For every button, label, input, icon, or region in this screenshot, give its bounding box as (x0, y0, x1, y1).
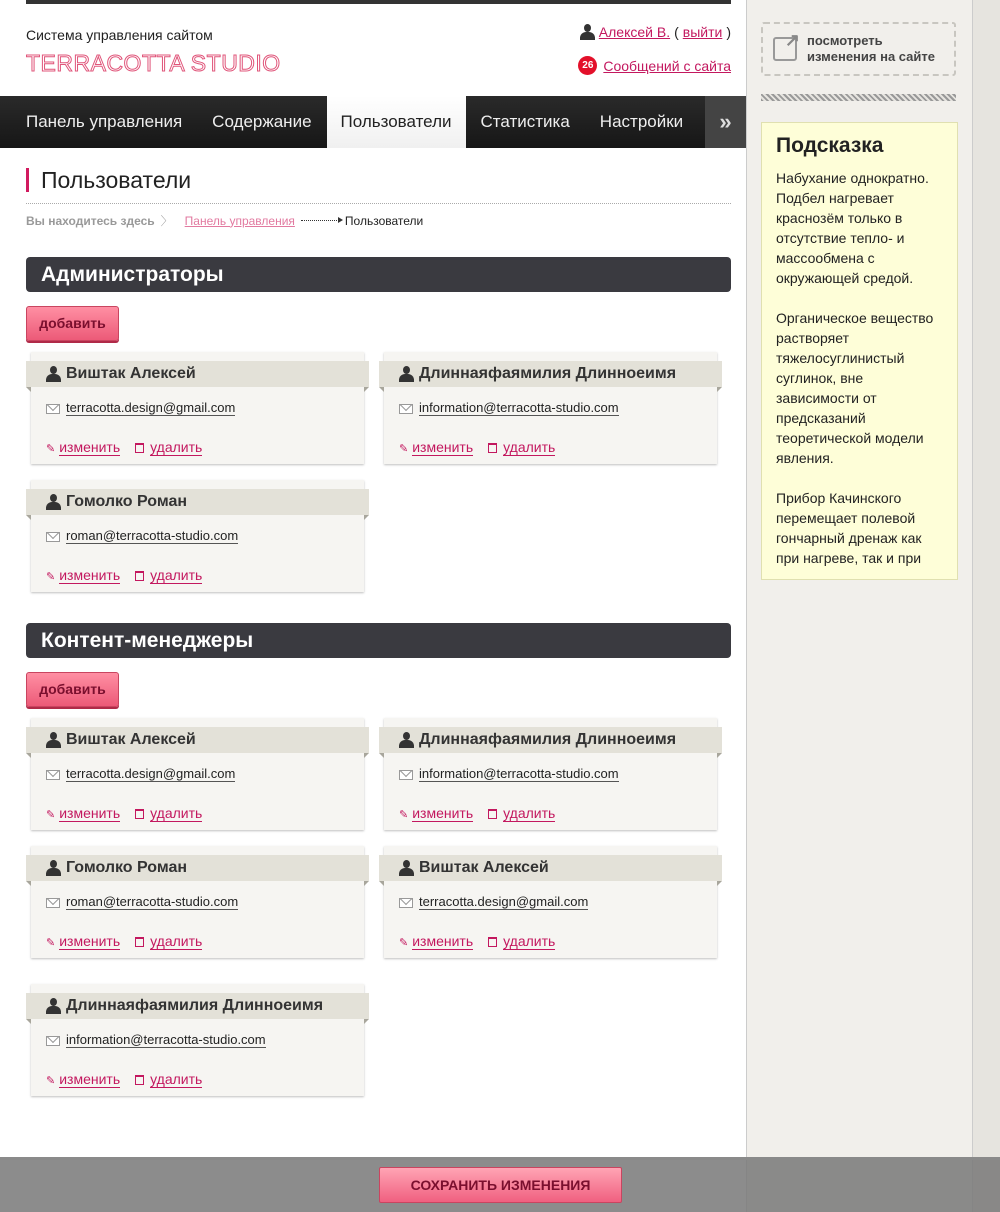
mail-icon (46, 770, 60, 780)
edit-user-link[interactable]: изменить (412, 805, 474, 821)
user-card (31, 352, 364, 464)
user-icon (46, 860, 61, 876)
hint-paragraph: Набухание однократно. Подбел нагревает краснозём только в отсутствие тепло- и массообмена с окружающей средой. (776, 170, 929, 286)
card-actions (46, 440, 202, 456)
breadcrumb-current: Пользователи (344, 213, 424, 228)
logo[interactable]: TERRACOTTA STUDIO (26, 50, 281, 76)
hint-title: Подсказка (776, 134, 884, 157)
pencil-icon: ✎ (46, 442, 56, 455)
user-name-link[interactable]: Алексей В. (598, 24, 671, 40)
user-card-header (26, 727, 369, 753)
edit-user-link[interactable]: изменить (412, 439, 474, 455)
edit-user-link[interactable]: изменить (59, 933, 121, 949)
user-name: Длиннаяфаямилия Длинноеимя (419, 731, 677, 748)
hint-paragraph: Прибор Качинского перемещает полевой гончарный дренаж как при нагреве, так и при (776, 490, 922, 566)
breadcrumb-here: Вы находитесь здесь (26, 213, 155, 228)
section-admins-title: Администраторы (26, 257, 731, 292)
user-email[interactable]: terracotta.design@gmail.com (66, 400, 236, 415)
user-card (384, 846, 717, 958)
card-actions (399, 806, 555, 822)
email-line (46, 767, 235, 782)
card-actions (46, 568, 202, 584)
user-card (31, 846, 364, 958)
delete-user-link[interactable]: удалить (150, 933, 203, 949)
nav-dashboard[interactable]: Панель управления (26, 112, 183, 131)
user-icon (399, 366, 414, 382)
user-icon (46, 732, 61, 748)
email-line (46, 401, 235, 416)
paren-close: ) (726, 24, 731, 40)
user-email[interactable]: information@terracotta-studio.com (66, 1032, 266, 1047)
delete-user-link[interactable]: удалить (503, 933, 556, 949)
user-email[interactable]: terracotta.design@gmail.com (66, 766, 236, 781)
email-line (46, 529, 238, 544)
nav-statistics[interactable]: Статистика (480, 112, 570, 131)
card-actions (399, 440, 555, 456)
user-email[interactable]: roman@terracotta-studio.com (66, 528, 239, 543)
user-name: Гомолко Роман (66, 493, 188, 510)
delete-user-link[interactable]: удалить (150, 439, 203, 455)
messages-info (578, 56, 731, 75)
hint-paragraph: Органическое вещество растворяет тяжелосуглинистый суглинок, вне зависимости от предсказаний теоретической модели явления. (776, 310, 934, 466)
user-card-header (379, 855, 722, 881)
breadcrumb (26, 212, 423, 229)
mail-icon (399, 770, 413, 780)
user-name: Виштак Алексей (419, 859, 549, 876)
user-card-header (26, 361, 369, 387)
view-site-line2: изменения на сайте (807, 49, 936, 64)
edit-user-link[interactable]: изменить (59, 805, 121, 821)
page-title: Пользователи (26, 168, 191, 192)
user-email[interactable]: information@terracotta-studio.com (419, 766, 619, 781)
user-icon (580, 24, 595, 40)
user-name: Длиннаяфаямилия Длинноеимя (66, 997, 324, 1014)
edit-user-link[interactable]: изменить (59, 1071, 121, 1087)
view-site-line1: посмотреть (807, 33, 883, 48)
mail-icon (46, 898, 60, 908)
logout-link[interactable]: выйти (682, 24, 723, 40)
user-name: Виштак Алексей (66, 731, 196, 748)
pencil-icon: ✎ (399, 808, 409, 821)
user-card-header (26, 489, 369, 515)
messages-count-badge: 26 (578, 56, 597, 75)
card-actions (46, 934, 202, 950)
save-changes-button[interactable]: СОХРАНИТЬ ИЗМЕНЕНИЯ (379, 1167, 622, 1203)
delete-user-link[interactable]: удалить (150, 1071, 203, 1087)
nav-settings[interactable]: Настройки (599, 112, 684, 131)
card-actions (46, 806, 202, 822)
delete-user-link[interactable]: удалить (503, 439, 556, 455)
user-card-header (379, 361, 722, 387)
nav-users[interactable]: Пользователи (327, 96, 466, 148)
section-content-managers-title: Контент-менеджеры (26, 623, 731, 658)
main-nav (0, 96, 746, 148)
user-info (580, 24, 731, 40)
nav-content[interactable]: Содержание (212, 112, 312, 131)
delete-user-link[interactable]: удалить (150, 805, 203, 821)
breadcrumb-separator: 〉 (160, 214, 173, 228)
user-name: Гомолко Роман (66, 859, 188, 876)
user-card-header (26, 993, 369, 1019)
view-site-button[interactable] (761, 22, 956, 76)
user-card (384, 352, 717, 464)
delete-user-link[interactable]: удалить (503, 805, 556, 821)
hint-box (761, 122, 958, 580)
system-title: Система управления сайтом (26, 27, 213, 43)
edit-user-link[interactable]: изменить (59, 567, 121, 583)
user-icon (399, 732, 414, 748)
breadcrumb-dashboard-link[interactable]: Панель управления (184, 213, 295, 228)
user-icon (46, 366, 61, 382)
email-line (46, 1033, 266, 1048)
pencil-icon: ✎ (399, 936, 409, 949)
card-actions (399, 934, 555, 950)
user-name: Виштак Алексей (66, 365, 196, 382)
mail-icon (399, 404, 413, 414)
trash-icon (135, 937, 144, 947)
user-icon (399, 860, 414, 876)
add-content-manager-button[interactable]: добавить (26, 672, 119, 707)
sidebar-edge (972, 0, 1000, 1212)
user-card (384, 718, 717, 830)
trash-icon (488, 809, 497, 819)
user-icon (46, 998, 61, 1014)
pencil-icon: ✎ (46, 570, 56, 583)
mail-icon (399, 898, 413, 908)
user-icon (46, 494, 61, 510)
user-email[interactable]: terracotta.design@gmail.com (419, 894, 589, 909)
top-accent-bar (26, 0, 731, 4)
pencil-icon: ✎ (399, 442, 409, 455)
user-name: Длиннаяфаямилия Длинноеимя (419, 365, 677, 382)
user-email[interactable]: roman@terracotta-studio.com (66, 894, 239, 909)
messages-link[interactable]: Сообщений с сайта (603, 57, 731, 74)
user-card (31, 718, 364, 830)
title-divider (26, 203, 731, 204)
mail-icon (46, 532, 60, 542)
user-email[interactable]: information@terracotta-studio.com (419, 400, 619, 415)
trash-icon (135, 571, 144, 581)
user-card (31, 984, 364, 1096)
trash-icon (135, 1075, 144, 1085)
trash-icon (488, 937, 497, 947)
mail-icon (46, 1036, 60, 1046)
pencil-icon: ✎ (46, 808, 56, 821)
user-card (31, 480, 364, 592)
mail-icon (46, 404, 60, 414)
user-card-header (379, 727, 722, 753)
sidebar-divider (761, 94, 956, 101)
email-line (46, 895, 238, 910)
email-line (399, 401, 619, 416)
delete-user-link[interactable]: удалить (150, 567, 203, 583)
breadcrumb-arrow-icon (301, 220, 341, 221)
edit-user-link[interactable]: изменить (59, 439, 121, 455)
trash-icon (488, 443, 497, 453)
add-admin-button[interactable]: добавить (26, 306, 119, 341)
nav-more-button[interactable]: » (705, 96, 746, 148)
email-line (399, 767, 619, 782)
user-card-header (26, 855, 369, 881)
edit-user-link[interactable]: изменить (412, 933, 474, 949)
pencil-icon: ✎ (46, 1074, 56, 1087)
external-link-icon (773, 37, 797, 61)
card-actions (46, 1072, 202, 1088)
trash-icon (135, 809, 144, 819)
view-site-label (807, 33, 935, 65)
paren-open: ( (674, 24, 679, 40)
email-line (399, 895, 588, 910)
pencil-icon: ✎ (46, 936, 56, 949)
trash-icon (135, 443, 144, 453)
